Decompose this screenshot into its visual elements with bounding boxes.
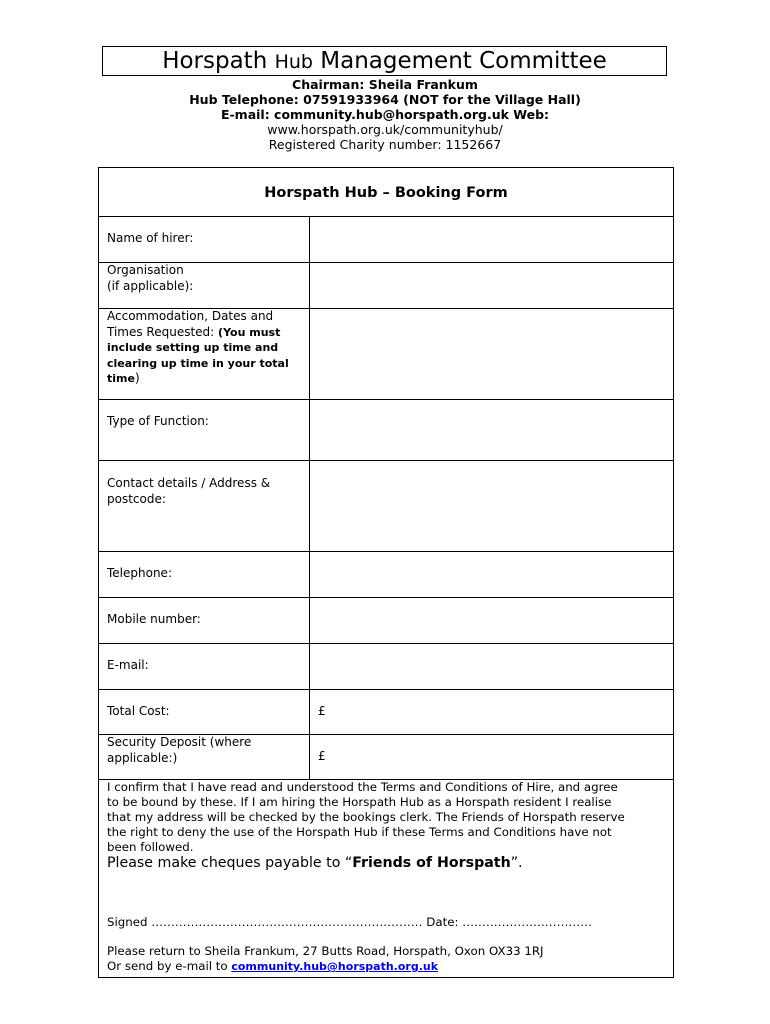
email-web-line: E-mail: community.hub@horspath.org.uk Web: (220, 107, 550, 122)
row-label: Organisation (if applicable): (99, 263, 310, 308)
email-link[interactable]: community.hub@horspath.org.uk (231, 960, 439, 973)
row-total-cost (99, 690, 673, 735)
hub-telephone-line: Hub Telephone: 07591933964 (NOT for the Village Hall) (189, 92, 581, 107)
row-telephone (99, 552, 673, 598)
accommodation-field[interactable] (318, 309, 673, 399)
row-mobile-number (99, 598, 673, 644)
confirm-text: I confirm that I have read and understood the Terms and Conditions of Hire, and agree to be bound by these. If I am hiring the Horspath Hub as a Horspath resident I realise that my address will be checked by the bookings clerk. The Friends of Horspath reserve the right to deny the use of the Horspath Hub if these Terms and Conditions have not been followed. (107, 780, 625, 854)
row-type-of-function (99, 400, 673, 461)
name-of-hirer-field[interactable] (318, 217, 673, 262)
row-label: E-mail: (99, 644, 310, 689)
mobile-number-field[interactable] (318, 598, 673, 643)
booking-form (98, 167, 674, 978)
row-label: Type of Function: (99, 400, 310, 460)
row-name-of-hirer (99, 217, 673, 263)
return-address: Please return to Sheila Frankum, 27 Butts Road, Horspath, Oxon OX33 1RJ (107, 944, 544, 958)
telephone-field[interactable] (318, 552, 673, 597)
organisation-field[interactable] (318, 263, 673, 308)
form-footer (99, 780, 673, 977)
committee-title: Horspath Hub Management Committee (102, 46, 667, 76)
charity-number-line: Registered Charity number: 1152667 (268, 137, 502, 152)
row-accommodation (99, 309, 673, 400)
row-label: Mobile number: (99, 598, 310, 643)
row-label: Telephone: (99, 552, 310, 597)
website-line: www.horspath.org.uk/communityhub/ (267, 122, 503, 137)
email-field[interactable] (318, 644, 673, 689)
email-return-line: Or send by e-mail to community.hub@horspath.org.uk (107, 959, 439, 973)
row-label: Accommodation, Dates and Times Requested: (You must include setting up time and clearing up time in your total time) (99, 309, 310, 399)
chairman-line: Chairman: Sheila Frankum (292, 77, 478, 92)
type-of-function-field[interactable] (318, 400, 673, 460)
form-title: Horspath Hub – Booking Form (99, 168, 673, 217)
contact-details-field[interactable] (318, 461, 673, 551)
row-label: Security Deposit (where applicable:) (99, 735, 310, 779)
row-label: Contact details / Address & postcode: (99, 461, 310, 551)
row-security-deposit (99, 735, 673, 780)
signature-line[interactable]: Signed …………………………………………………………… Date: …………………………… (107, 915, 592, 929)
row-contact-details (99, 461, 673, 552)
row-email (99, 644, 673, 690)
row-label: Total Cost: (99, 690, 310, 734)
security-deposit-field[interactable]: £ (318, 749, 326, 763)
title-hub-word: Hub (274, 51, 313, 73)
row-label: Name of hirer: (99, 217, 310, 262)
total-cost-field[interactable]: £ (318, 704, 326, 718)
cheques-note: Please make cheques payable to “Friends of Horspath”. (107, 855, 523, 871)
row-organisation (99, 263, 673, 309)
